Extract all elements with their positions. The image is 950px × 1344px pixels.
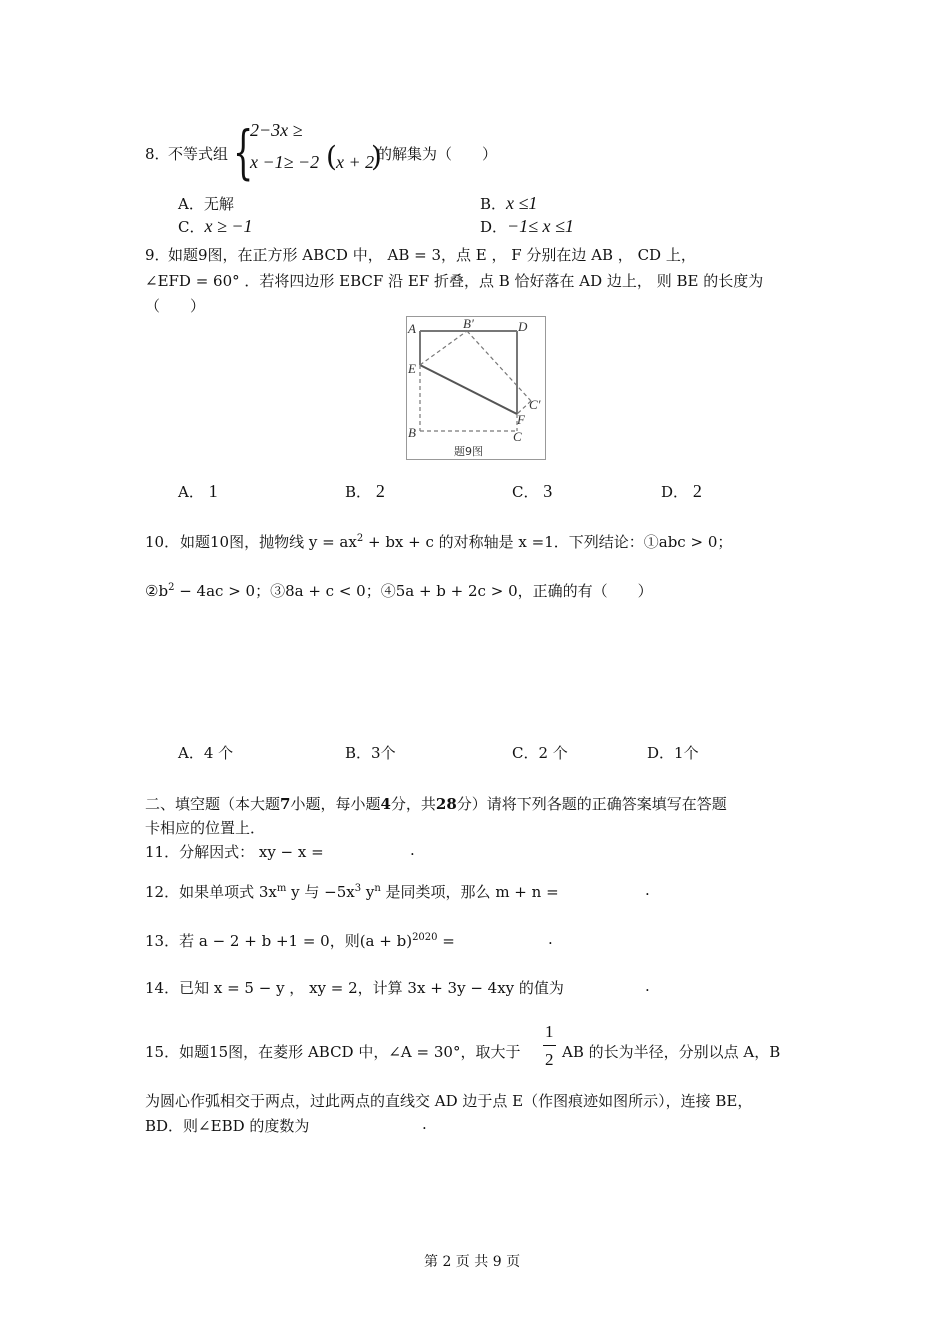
q10-option-c[interactable]: C．2 个 xyxy=(512,744,568,762)
q10-line-1: 如题10图，抛物线 $y = ax^2$ + bx + c 的对称轴是 x =1．下列结论：①abc > 0； xyxy=(180,533,733,551)
dashed-eb-prime xyxy=(420,331,467,365)
point-label-b-prime: B′ xyxy=(463,317,474,331)
q15-fraction-numerator: 1 xyxy=(545,1022,554,1041)
q11-blank-end: . xyxy=(410,841,415,859)
point-label-a: A xyxy=(408,321,416,336)
fold-line-ef xyxy=(420,365,517,414)
q9-line-1: 如题9图，在正方形 ABCD 中， AB = 3，点 E ， F 分别在边 AB ， CD 上， xyxy=(168,246,696,264)
q9-option-d[interactable]: D． 2 xyxy=(661,481,702,501)
q12-blank-end: . xyxy=(645,881,650,899)
q15-line-3: BD．则∠EBD 的度数为 xyxy=(145,1117,310,1135)
q11-text: 11．分解因式： xy − x = xyxy=(145,843,324,861)
point-label-c-prime: C′ xyxy=(529,397,541,412)
q10-option-b[interactable]: B．3个 xyxy=(345,744,396,762)
q15-fraction-bar xyxy=(543,1045,556,1046)
q13-blank-end: . xyxy=(548,930,553,948)
q8-inequality-2: x −1≥ −2 xyxy=(250,152,320,172)
q12-text: 12．如果单项式 $3x^m$ y 与 $-5x^3$ $y^n$ 是同类项，那么 m + n = xyxy=(145,883,559,901)
q8-number: 8． xyxy=(145,145,170,163)
q14-blank-end: . xyxy=(645,977,650,995)
page-footer: 第 2 页 共 9 页 xyxy=(424,1254,521,1270)
q8-option-d[interactable]: D．−1≤ x ≤1 xyxy=(480,216,574,236)
dashed-b-prime-c-prime xyxy=(467,331,531,401)
q8-brace-icon: { xyxy=(233,118,254,186)
q8-stem: 不等式组 xyxy=(168,145,229,163)
q15-line-1-tail: AB 的长为半径，分别以点 A，B xyxy=(562,1043,781,1061)
point-label-c: C xyxy=(513,429,522,444)
point-label-b: B xyxy=(408,425,416,440)
q8-option-a[interactable]: A．无解 xyxy=(178,195,234,213)
point-label-e: E xyxy=(408,361,416,376)
q15-blank-end: . xyxy=(422,1115,427,1133)
section2-heading-line2: 卡相应的位置上． xyxy=(145,819,266,837)
q9-figure-svg xyxy=(407,317,545,459)
section2-heading: 二、填空题（本大题7小题，每小题4分，共28分）请将下列各题的正确答案填写在答题 xyxy=(145,795,727,813)
q10-option-d[interactable]: D．1个 xyxy=(647,744,699,762)
q15-line-2: 为圆心作弧相交于两点，过此两点的直线交 AD 边于点 E（作图痕迹如图所示），连接 BE， xyxy=(145,1092,753,1110)
q10-number: 10． xyxy=(145,533,180,551)
q8-paren-inner: x + 2 xyxy=(336,152,375,172)
q9-line-2: ∠EFD = 60° ．若将四边形 EBCF 沿 EF 折叠，点 B 恰好落在 AD 边上， 则 BE 的长度为 xyxy=(145,272,764,290)
q15-fraction-denominator: 2 xyxy=(545,1050,554,1069)
q8-inequality-1: 2−3x ≥ xyxy=(250,120,303,140)
q15-line-1: 15．如题15图，在菱形 ABCD 中，∠A = 30°，取大于 xyxy=(145,1043,521,1061)
q9-number: 9． xyxy=(145,246,170,264)
q9-option-a[interactable]: A． 1 xyxy=(178,481,218,501)
q9-option-c[interactable]: C． 3 xyxy=(512,481,553,501)
q8-paren-close: ) xyxy=(371,140,382,173)
q9-option-b[interactable]: B． 2 xyxy=(345,481,385,501)
point-label-d: D xyxy=(518,319,528,334)
q10-line-2: $②b^2 - 4ac > 0$；③8a + c < 0；④5a + b + 2c > 0，正确的有（ ） xyxy=(145,582,653,600)
q9-figure-caption: 题9图 xyxy=(454,445,483,458)
q8-tail: 的解集为（ ） xyxy=(377,145,498,163)
q9-line-3: （ ） xyxy=(145,297,206,315)
q8-option-b[interactable]: B．x ≤1 xyxy=(480,193,538,213)
q9-figure xyxy=(406,316,546,460)
q8-paren-open: ( xyxy=(326,140,337,173)
q13-text: 13．若 a − 2 + b +1 = 0，则$(a + b)^{2020}$ = xyxy=(145,932,455,950)
q10-option-a[interactable]: A．4 个 xyxy=(178,744,234,762)
q8-option-c[interactable]: C．x ≥ −1 xyxy=(178,216,253,236)
point-label-f: F xyxy=(517,412,525,427)
q14-text: 14．已知 x = 5 − y ， xy = 2，计算 3x + 3y − 4xy 的值为 xyxy=(145,979,564,997)
